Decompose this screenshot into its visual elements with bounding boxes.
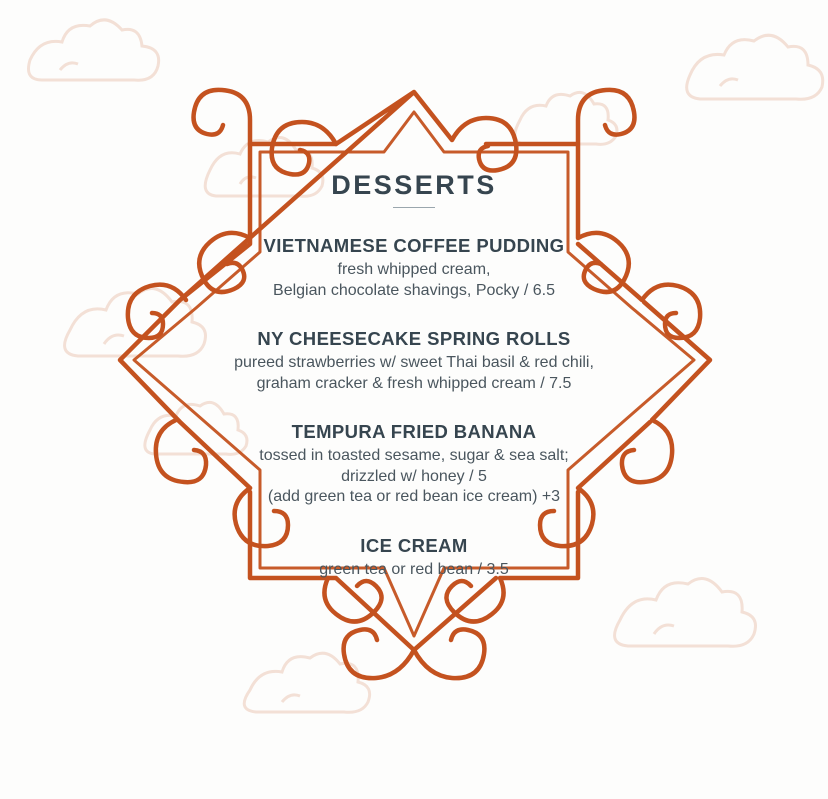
description-line: green tea or red bean / 3.5 — [319, 560, 509, 578]
menu-item-name: NY CHEESECAKE SPRING ROLLS — [257, 328, 571, 350]
menu-item — [134, 420, 694, 508]
menu-item-description — [134, 560, 694, 580]
menu-item-description — [134, 260, 694, 301]
menu-item — [134, 534, 694, 581]
description-line: pureed strawberries w/ sweet Thai basil & red chili, — [234, 354, 594, 372]
description-line: Belgian chocolate shavings, Pocky / 6.5 — [273, 281, 555, 299]
description-line: fresh whipped cream, — [337, 261, 491, 279]
menu-item-name: ICE CREAM — [360, 534, 468, 556]
menu-item-description — [134, 353, 694, 394]
menu-item-description — [134, 446, 694, 507]
menu-item — [134, 327, 694, 394]
description-line: drizzled w/ honey / 5 — [341, 467, 487, 485]
menu-item-name: VIETNAMESE COFFEE PUDDING — [263, 235, 565, 256]
menu-content — [134, 170, 694, 580]
page-title: DESSERTS — [331, 170, 497, 200]
description-line: graham cracker & fresh whipped cream / 7.5 — [256, 374, 572, 392]
description-line: (add green tea or red bean ice cream) +3 — [267, 488, 561, 506]
title-divider — [393, 207, 435, 208]
menu-item — [134, 234, 694, 301]
description-line: tossed in toasted sesame, sugar & sea salt; — [259, 447, 569, 465]
menu-item-name: TEMPURA FRIED BANANA — [291, 421, 537, 443]
